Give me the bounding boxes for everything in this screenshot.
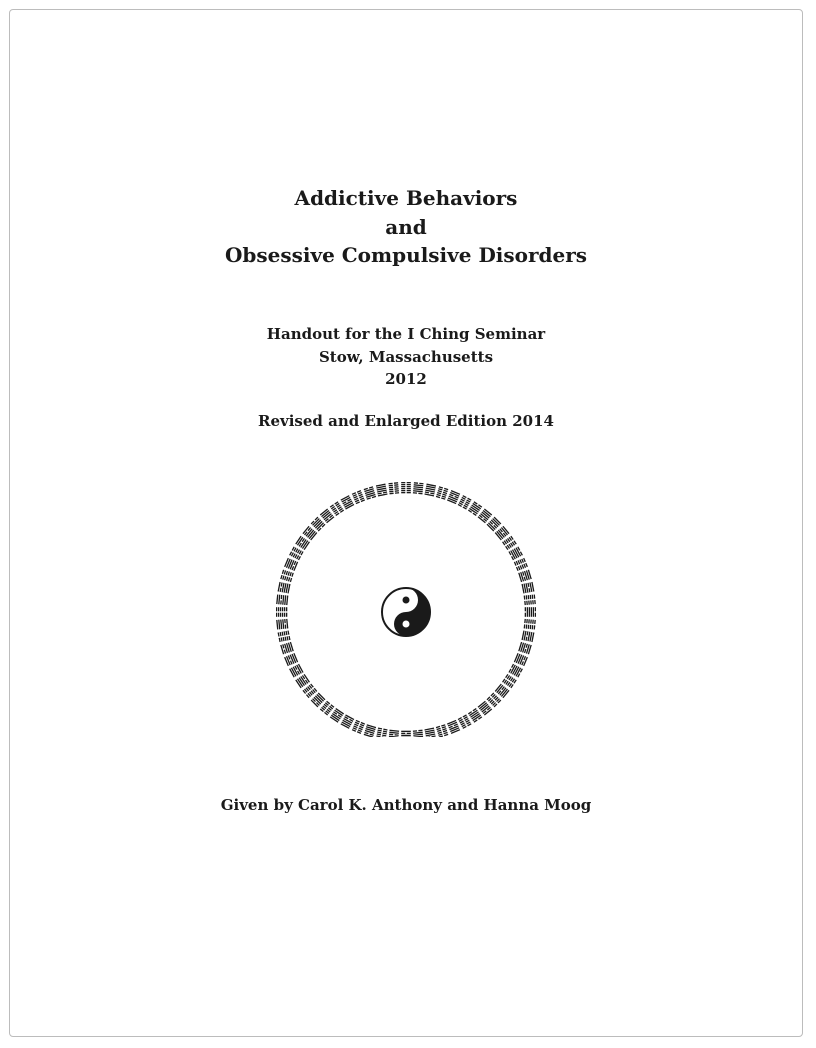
hexagram-mark xyxy=(508,664,522,678)
hexagram-mark xyxy=(289,546,303,560)
hexagram-mark xyxy=(302,684,317,699)
hexagram-mark xyxy=(284,653,298,666)
hexagram-mark xyxy=(280,570,294,582)
hexagram-mark xyxy=(487,693,502,708)
handout-location: Stow, Massachusetts xyxy=(318,348,494,366)
hexagram-mark xyxy=(280,642,294,654)
hexagram-mark xyxy=(295,536,310,550)
hexagram-mark xyxy=(388,482,399,494)
yin-yang-icon xyxy=(382,588,430,636)
hexagram-mark xyxy=(376,727,388,737)
handout-line-1: Handout for the I Ching Seminar xyxy=(266,325,546,343)
hexagram-mark xyxy=(401,731,411,737)
hexagram-mark xyxy=(330,708,344,723)
edition-note: Revised and Enlarged Edition 2014 xyxy=(258,412,554,430)
hexagram-mark xyxy=(340,495,354,509)
hexagram-mark xyxy=(447,490,460,504)
hexagram-mark xyxy=(364,486,376,500)
hexagram-mark xyxy=(320,701,335,716)
hexagram-mark xyxy=(521,582,534,594)
hexagram-mark xyxy=(478,508,493,523)
hexagram-mark xyxy=(352,720,365,734)
title-line-2: and xyxy=(385,215,427,239)
hexagram-mark xyxy=(276,607,287,617)
hexagram-mark xyxy=(502,674,517,688)
hexagram-mark xyxy=(458,495,472,509)
hexagram-mark xyxy=(502,536,517,550)
hexagram-mark xyxy=(524,594,536,605)
hexagram-mark xyxy=(330,501,344,516)
hexagram-mark xyxy=(311,517,326,532)
hexagram-mark xyxy=(320,508,335,523)
hexagram-mark xyxy=(284,558,298,571)
hexagram-mark xyxy=(436,724,448,737)
title-line-1: Addictive Behaviors xyxy=(294,186,518,210)
hexagram-circle-yin-yang-icon xyxy=(273,471,539,737)
document-page xyxy=(9,9,803,1037)
hexagram-mark xyxy=(340,714,354,728)
hexagram-mark xyxy=(401,482,411,493)
hexagram-mark xyxy=(495,684,510,699)
hexagram-mark xyxy=(278,582,291,594)
hexagram-mark xyxy=(436,486,448,500)
hexagram-mark xyxy=(495,526,510,541)
hexagram-mark xyxy=(424,727,436,737)
hexagram-mark xyxy=(468,501,482,516)
hexagram-mark xyxy=(424,484,436,497)
hexagram-mark xyxy=(302,526,317,541)
hexagram-mark xyxy=(376,484,388,497)
hexagram-mark xyxy=(524,619,536,630)
hexagram-mark xyxy=(508,546,522,560)
hexagram-mark xyxy=(276,619,288,630)
hexagram-mark xyxy=(311,693,326,708)
hexagram-mark xyxy=(447,720,460,734)
hexagram-mark xyxy=(276,594,288,605)
hexagram-mark xyxy=(518,570,532,582)
title-line-3: Obsessive Compulsive Disorders xyxy=(224,243,588,267)
hexagram-mark xyxy=(478,701,493,716)
hexagram-mark xyxy=(364,724,376,737)
hexagram-mark xyxy=(352,490,365,504)
hexagram-mark xyxy=(458,714,472,728)
hexagram-mark xyxy=(518,642,532,654)
hexagram-mark xyxy=(295,674,310,688)
hexagram-mark xyxy=(289,664,303,678)
hexagram-mark xyxy=(413,730,424,737)
hexagram-mark xyxy=(468,708,482,723)
hexagram-mark xyxy=(514,558,528,571)
hexagram-mark xyxy=(388,730,399,737)
handout-year: 2012 xyxy=(385,370,427,388)
authors-line: Given by Carol K. Anthony and Hanna Moog xyxy=(220,796,592,814)
hexagram-mark xyxy=(487,517,502,532)
hexagram-mark xyxy=(278,630,291,642)
hexagram-mark xyxy=(521,630,534,642)
hexagram-mark xyxy=(514,653,528,666)
hexagram-mark xyxy=(525,607,536,617)
hexagram-mark xyxy=(413,482,424,494)
